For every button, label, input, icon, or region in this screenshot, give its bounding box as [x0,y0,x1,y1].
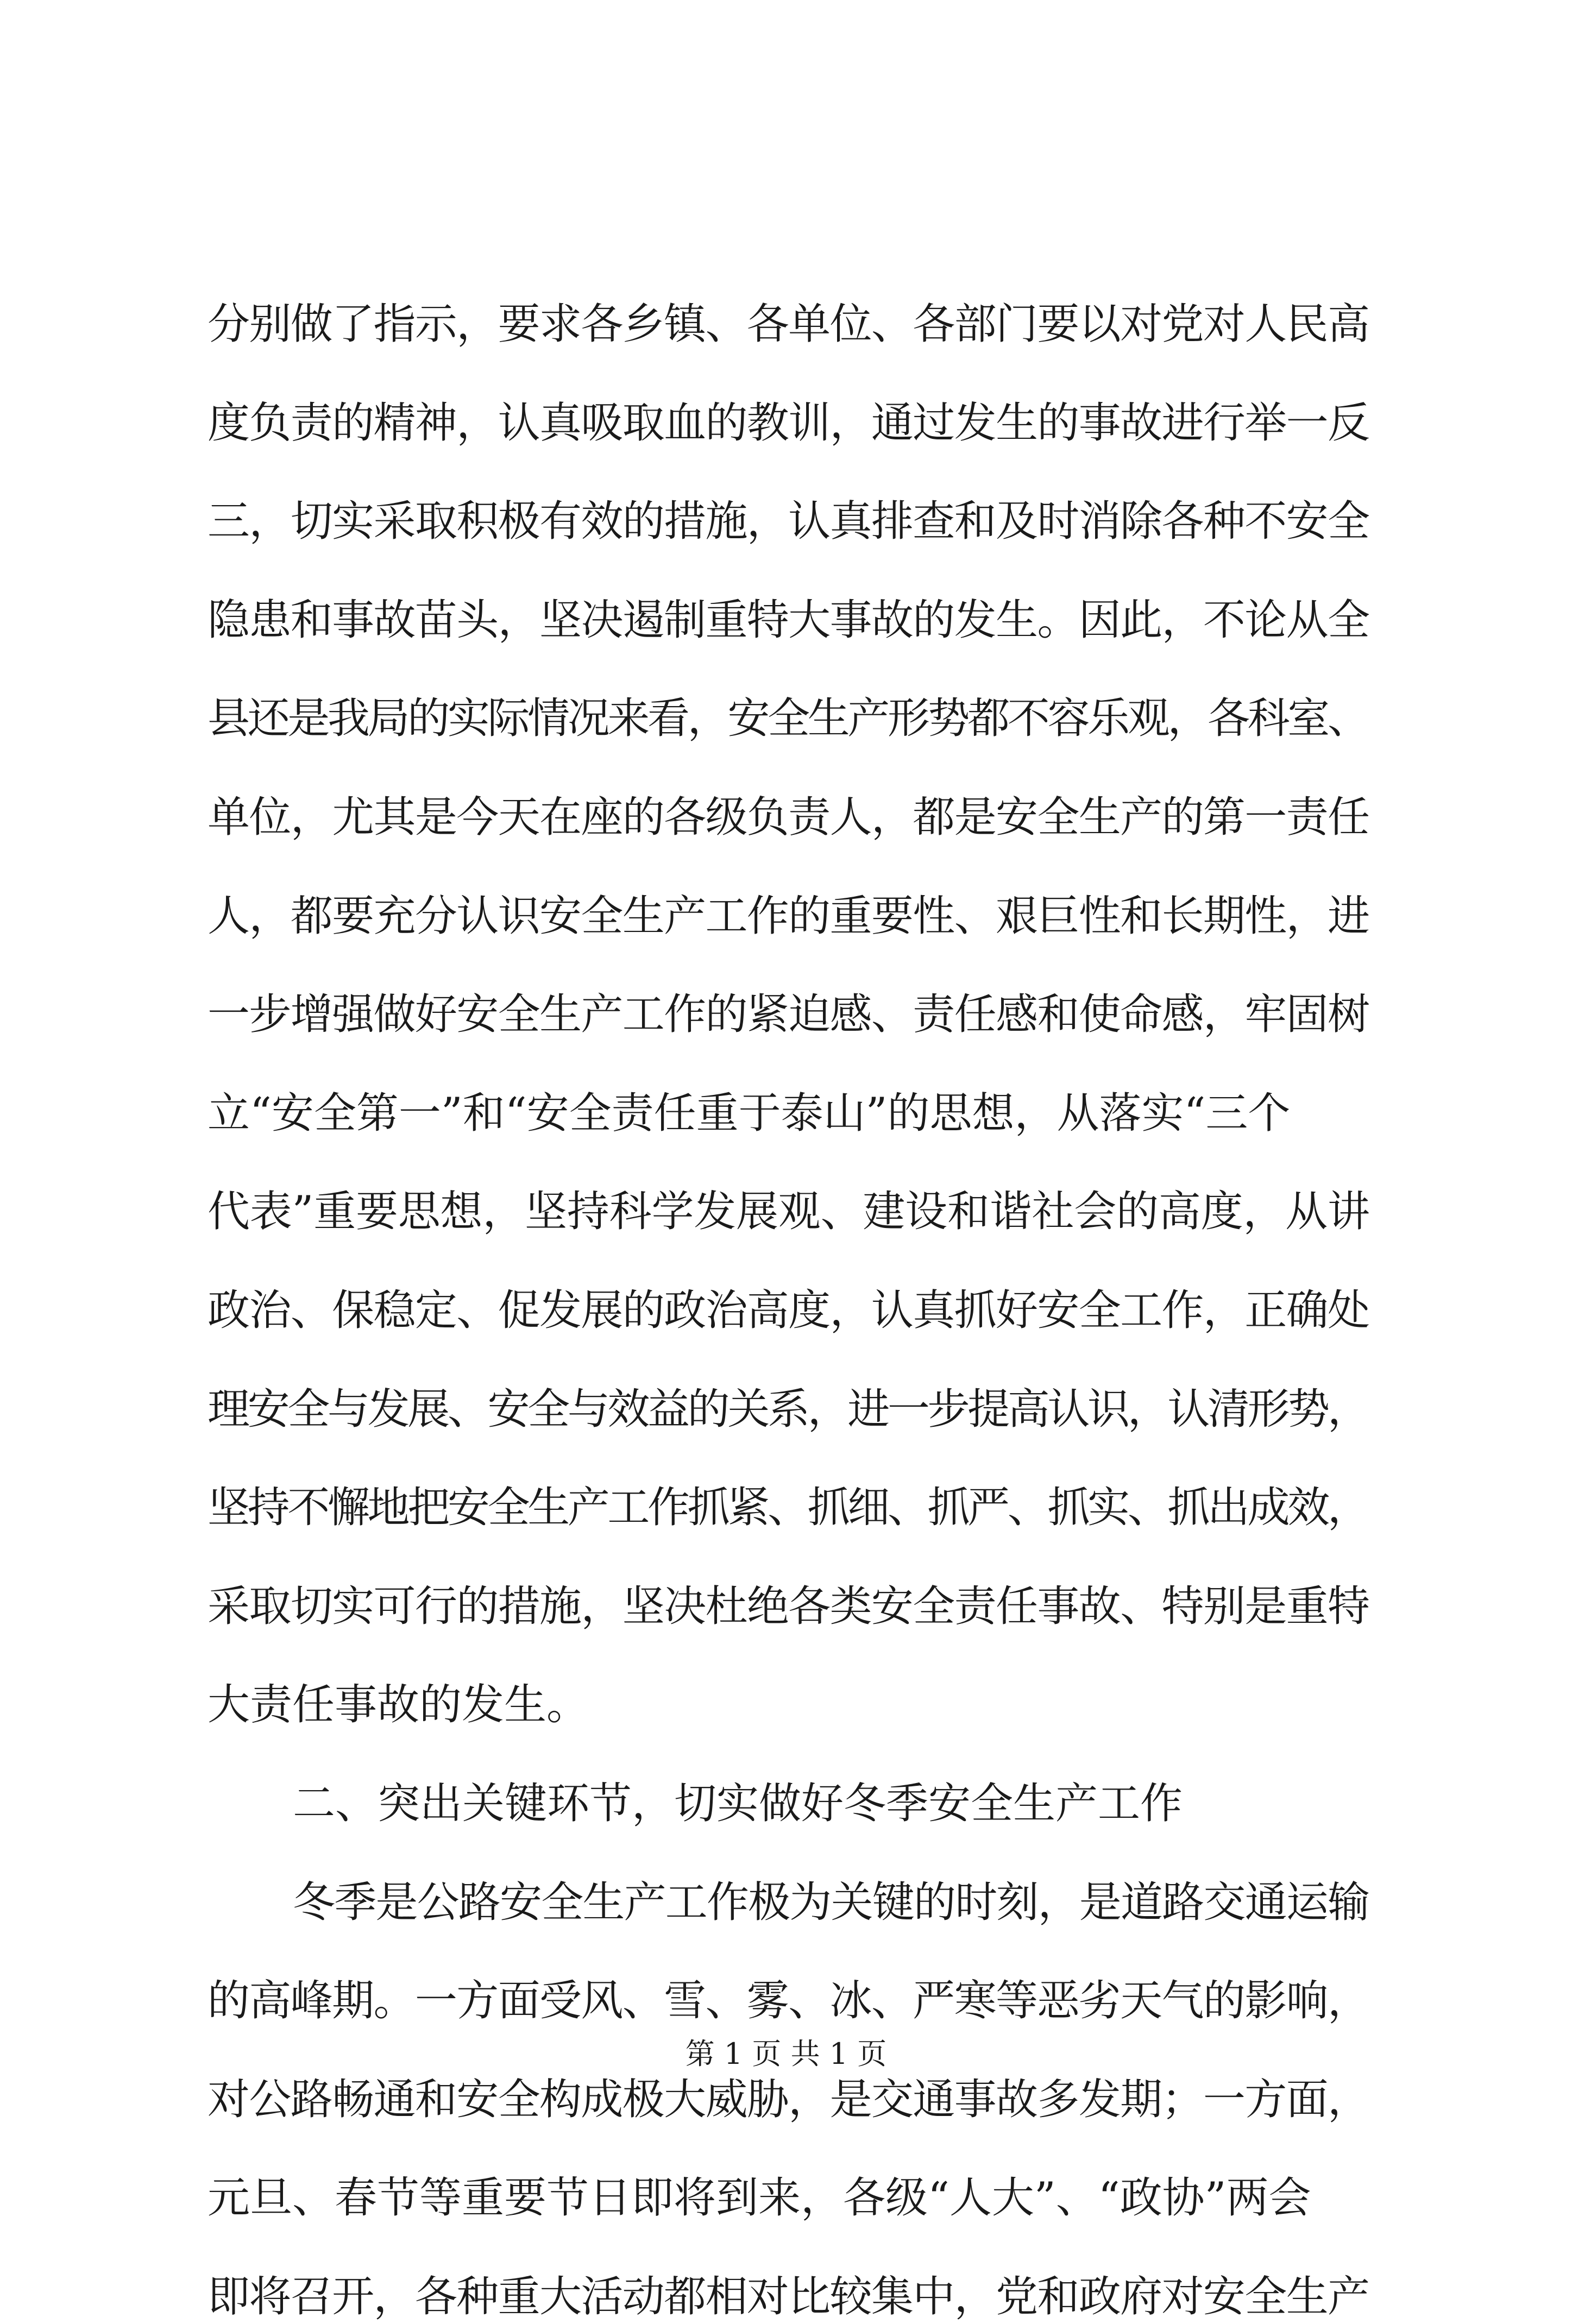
text-line: 人，都要充分认识安全生产工作的重要性、艰巨性和长期性，进 [207,892,1369,941]
text-line: 县还是我局的实际情况来看，安全生产形势都不容乐观，各科室、 [207,694,1368,743]
text-line: 即将召开，各种重大活动都相对比较集中，党和政府对安全生产 [207,2272,1369,2321]
page-footer: 第 1 页 共 1 页 [685,2037,887,2071]
text-line: 代表”重要思想，坚持科学发展观、建设和谐社会的高度，从讲 [207,1187,1370,1236]
text-line: 元旦、春节等重要节日即将到来，各级“人大”、“政协”两会 [207,2174,1311,2222]
text-line: 政治、保稳定、促发展的政治高度，认真抓好安全工作，正确处 [207,1286,1369,1335]
text-line: 隐患和事故苗头，坚决遏制重特大事故的发生。因此，不论从全 [207,596,1369,645]
text-line: 冬季是公路安全生产工作极为关键的时刻，是道路交通运输 [293,1878,1369,1927]
text-line: 度负责的精神，认真吸取血的教训，通过发生的事故进行举一反 [207,399,1369,448]
text-line: 的高峰期。一方面受风、雪、雾、冰、严寒等恶劣天气的影响， [207,1976,1369,2025]
text-line: 采取切实可行的措施，坚决杜绝各类安全责任事故、特别是重特 [207,1582,1369,1631]
text-line: 立“安全第一”和“安全责任重于泰山”的思想，从落实“三个 [207,1089,1291,1138]
text-line: 对公路畅通和安全构成极大威胁，是交通事故多发期；一方面， [207,2075,1369,2124]
text-line: 理安全与发展、安全与效益的关系，进一步提高认识，认清形势， [207,1385,1368,1434]
text-line: 一步增强做好安全生产工作的紧迫感、责任感和使命感，牢固树 [207,990,1369,1039]
text-line: 单位，尤其是今天在座的各级负责人，都是安全生产的第一责任 [207,793,1369,842]
text-line: 大责任事故的发生。 [207,1680,589,1729]
text-line: 三，切实采取积极有效的措施，认真排查和及时消除各种不安全 [207,497,1369,546]
text-line: 坚持不懈地把安全生产工作抓紧、抓细、抓严、抓实、抓出成效， [207,1483,1368,1532]
section-heading: 二、突出关键环节，切实做好冬季安全生产工作 [293,1779,1183,1828]
text-line: 分别做了指示，要求各乡镇、各单位、各部门要以对党对人民高 [207,300,1369,349]
